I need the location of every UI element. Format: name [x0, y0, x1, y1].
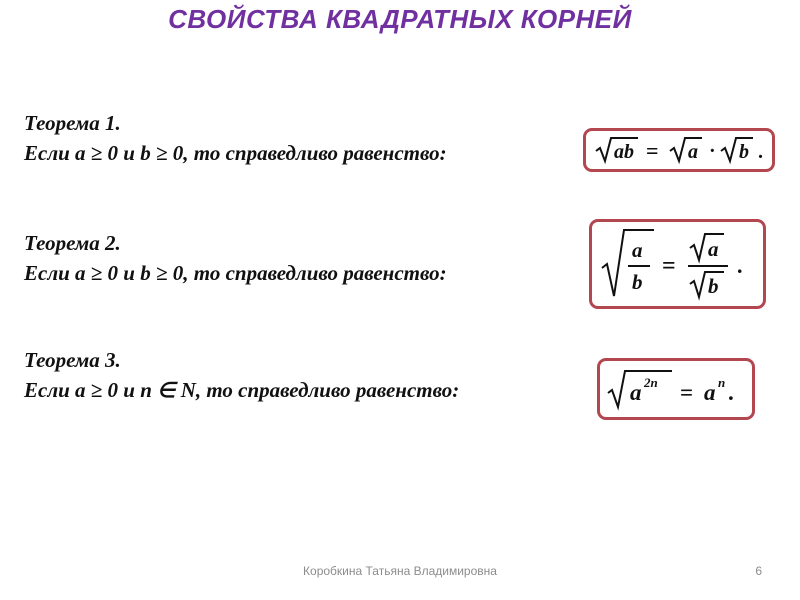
formula-2: [592, 222, 763, 306]
formula-2-lhs-numerator: a: [632, 238, 643, 262]
formula-2-box: [589, 219, 766, 309]
theorem-1: [24, 108, 447, 168]
formula-2-rhs-numerator: a: [708, 237, 719, 261]
footer-author: Коробкина Татьяна Владимировна: [303, 564, 497, 578]
page-number: 6: [755, 564, 762, 578]
theorem-2: [24, 228, 447, 288]
formula-3-exponent: 2n: [644, 375, 658, 390]
formula-3: [600, 361, 752, 417]
formula-3-rhs-base: a: [704, 380, 716, 405]
formula-2-end: .: [737, 253, 743, 278]
formula-2-rhs-denominator: b: [708, 274, 719, 298]
theorem-3-condition: Если a ≥ 0 и n ∈ N, то справедливо равенство:: [24, 378, 460, 402]
formula-3-rhs-exponent: n: [718, 375, 726, 390]
slide-title: СВОЙСТВА КВАДРАТНЫХ КОРНЕЙ: [168, 4, 632, 34]
theorem-2-condition: Если a ≥ 0 и b ≥ 0, то справедливо равенство:: [24, 261, 447, 285]
formula-3-base: a: [630, 380, 642, 405]
formula-3-equals: =: [680, 380, 694, 405]
formula-1-dot: ·: [709, 140, 716, 162]
formula-3-box: [597, 358, 755, 420]
formula-1: [586, 131, 772, 169]
formula-1-end: .: [758, 141, 763, 163]
theorem-1-heading: Теорема 1.: [24, 111, 121, 135]
theorem-3: [24, 345, 459, 405]
formula-1-equals: =: [646, 138, 659, 163]
theorem-1-condition: Если a ≥ 0 и b ≥ 0, то справедливо равенство:: [24, 141, 447, 165]
formula-2-lhs-denominator: b: [632, 270, 643, 294]
formula-2-equals: =: [662, 253, 676, 279]
theorem-3-heading: Теорема 3.: [24, 348, 121, 372]
theorem-2-heading: Теорема 2.: [24, 231, 121, 255]
formula-3-end: .: [728, 380, 734, 405]
formula-1-rhs-radicand-2: b: [739, 141, 749, 163]
formula-1-box: [583, 128, 775, 172]
formula-1-lhs-radicand: ab: [614, 141, 634, 163]
formula-1-rhs-radicand-1: a: [688, 141, 698, 163]
